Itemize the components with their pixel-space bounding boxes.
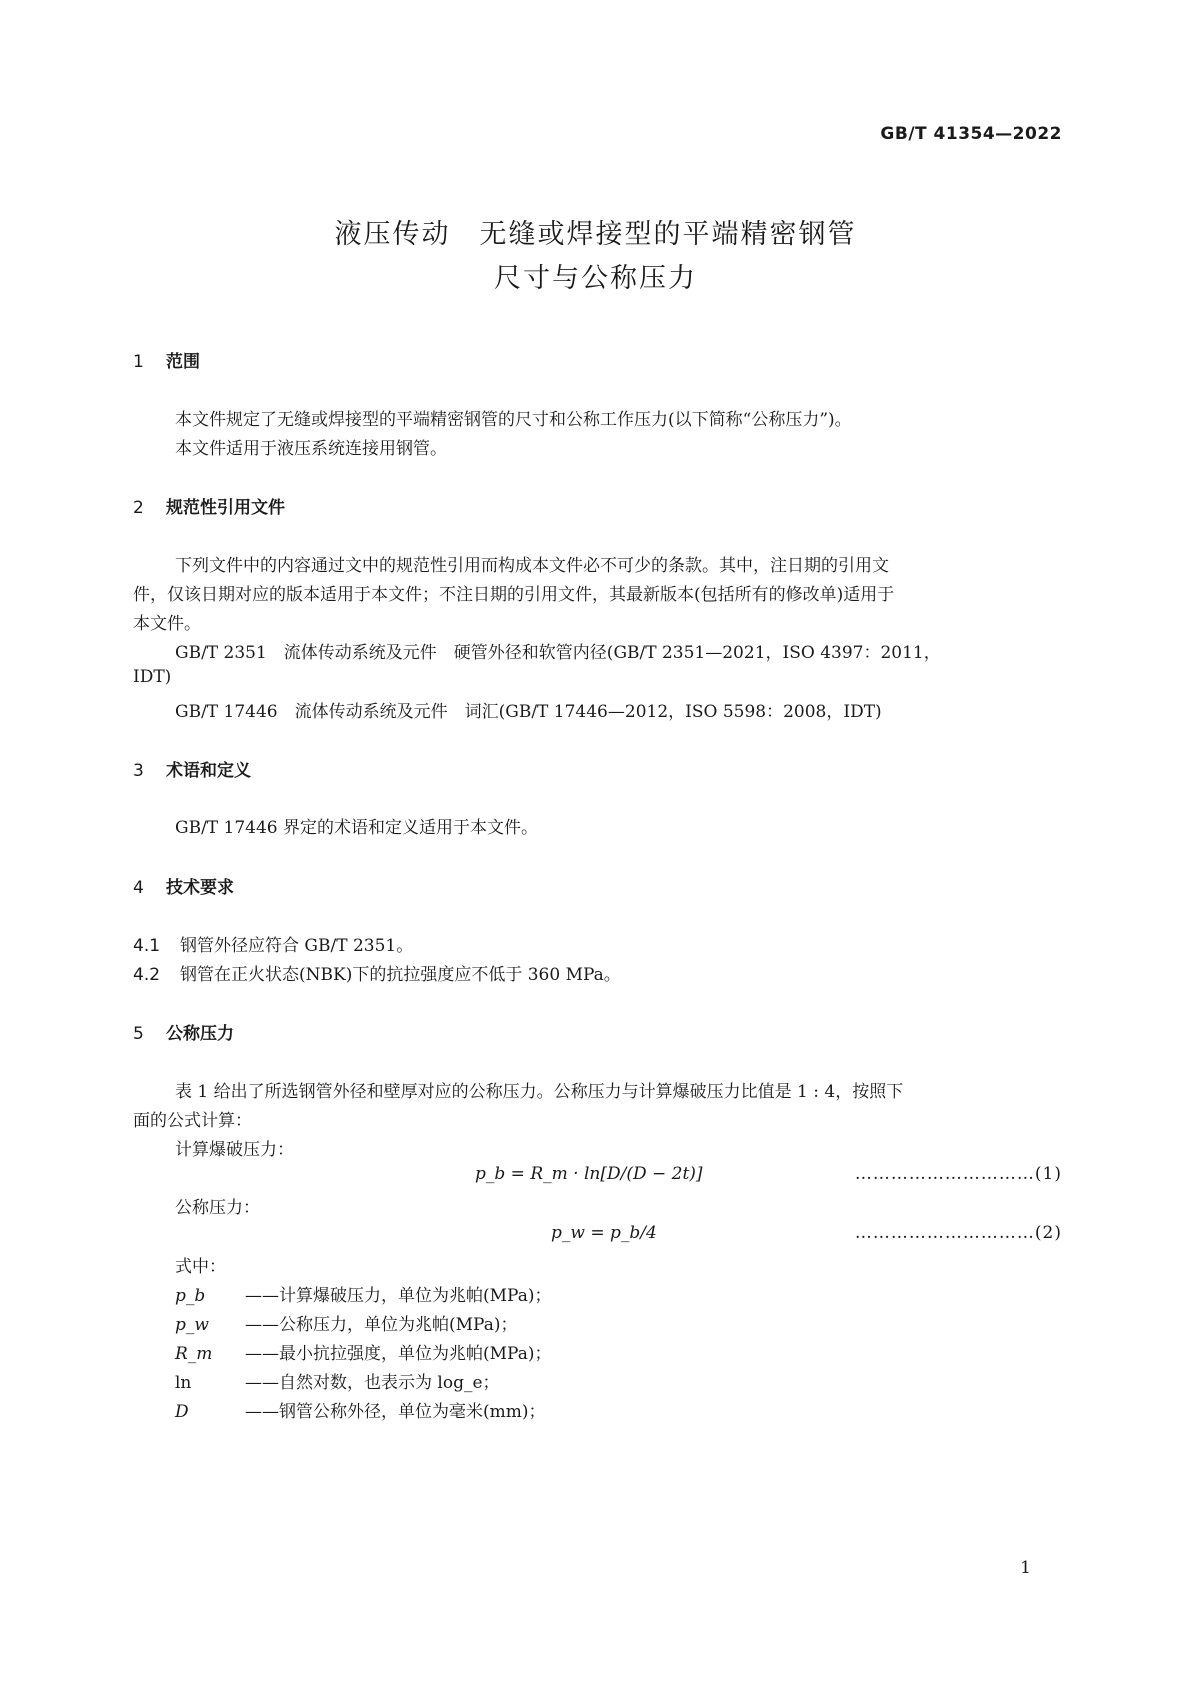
clause-number: 4.2 <box>133 965 161 985</box>
section-number: 5 <box>133 1024 144 1044</box>
section-title: 术语和定义 <box>166 761 251 781</box>
paragraph: 表 1 给出了所选钢管外径和壁厚对应的公称压力。公称压力与计算爆破压力比值是 1 : 4，按照下 <box>175 1082 904 1102</box>
section-title: 技术要求 <box>166 878 234 898</box>
paragraph: GB/T 17446 界定的术语和定义适用于本文件。 <box>175 818 539 838</box>
section-1-heading <box>133 347 200 372</box>
section-title: 规范性引用文件 <box>166 498 285 518</box>
variable-definition <box>175 1368 500 1393</box>
section-number: 1 <box>133 352 144 372</box>
standard-number: GB/T 41354—2022 <box>880 124 1062 144</box>
variable-description: ——最小抗拉强度，单位为兆帕(MPa)； <box>245 1344 552 1364</box>
section-title: 范围 <box>166 352 200 372</box>
paragraph: 本文件适用于液压系统连接用钢管。 <box>175 439 447 459</box>
variable-symbol: p_b <box>175 1286 206 1306</box>
section-3-heading <box>133 756 251 781</box>
variable-description: ——自然对数，也表示为 log_e； <box>245 1373 500 1393</box>
where-label: 式中： <box>175 1257 226 1277</box>
formula-label: 计算爆破压力： <box>175 1140 294 1160</box>
reference-item: IDT) <box>133 667 172 687</box>
page-number: 1 <box>1020 1558 1031 1578</box>
variable-symbol: D <box>175 1402 189 1422</box>
section-5-heading <box>133 1019 234 1044</box>
clause-text: 钢管在正火状态(NBK)下的抗拉强度应不低于 360 MPa。 <box>180 965 621 985</box>
document-title-line2: 尺寸与公称压力 <box>494 263 697 294</box>
variable-description: ——钢管公称外径，单位为毫米(mm)； <box>245 1402 546 1422</box>
variable-definition <box>175 1310 517 1335</box>
paragraph: 件，仅该日期对应的版本适用于本文件；不注日期的引用文件，其最新版本(包括所有的修改单)适用于 <box>133 585 895 605</box>
variable-definition <box>175 1339 551 1364</box>
variable-symbol: ln <box>175 1373 192 1393</box>
section-2-heading <box>133 493 285 518</box>
paragraph: 本文件。 <box>133 614 201 634</box>
variable-description: ——计算爆破压力，单位为兆帕(MPa)； <box>245 1286 552 1306</box>
paragraph: 面的公式计算： <box>133 1111 252 1131</box>
paragraph: 下列文件中的内容通过文中的规范性引用而构成本文件必不可少的条款。其中，注日期的引用文 <box>175 556 889 576</box>
paragraph: 本文件规定了无缝或焊接型的平端精密钢管的尺寸和公称工作压力(以下简称“公称压力”)。 <box>175 410 852 430</box>
variable-description: ——公称压力，单位为兆帕(MPa)； <box>245 1315 518 1335</box>
reference-item: GB/T 17446 流体传动系统及元件 词汇(GB/T 17446—2012，ISO 5598：2008，IDT) <box>175 702 882 722</box>
section-4-heading <box>133 873 234 898</box>
formula-label: 公称压力： <box>175 1198 260 1218</box>
clause-number: 4.1 <box>133 936 161 956</box>
variable-symbol: R_m <box>175 1344 213 1364</box>
equation-number-2: …………………………(2) <box>854 1223 1062 1243</box>
reference-item: GB/T 2351 流体传动系统及元件 硬管外径和软管内径(GB/T 2351—2021，ISO 4397：2011， <box>175 643 941 663</box>
section-title: 公称压力 <box>166 1024 234 1044</box>
variable-definition <box>175 1281 551 1306</box>
clause-4-1 <box>133 931 413 956</box>
variable-symbol: p_w <box>175 1315 209 1335</box>
section-number: 2 <box>133 498 144 518</box>
document-title-line1: 液压传动 无缝或焊接型的平端精密钢管 <box>334 219 857 250</box>
clause-4-2 <box>133 960 621 985</box>
section-number: 3 <box>133 761 144 781</box>
variable-definition <box>175 1397 546 1422</box>
equation-number-1: …………………………(1) <box>854 1164 1062 1184</box>
clause-text: 钢管外径应符合 GB/T 2351。 <box>180 936 414 956</box>
formula-2: p_w = p_b/4 <box>551 1223 657 1243</box>
formula-1: p_b = R_m · ln[D/(D − 2t)] <box>475 1164 703 1184</box>
section-number: 4 <box>133 878 144 898</box>
